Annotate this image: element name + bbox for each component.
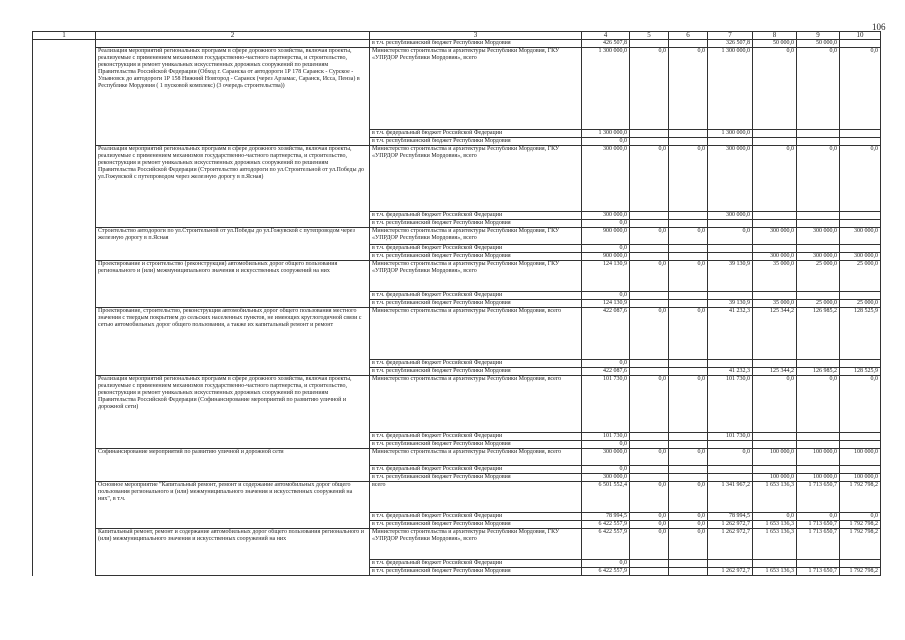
activity-cell: Софинансирование мероприятий по развитию уличной и дорожной сети: [96, 449, 370, 482]
amount-cell: 1 262 972,7: [708, 521, 753, 529]
amount-cell: 0,0: [753, 513, 797, 521]
amount-cell: 0,0: [669, 146, 708, 212]
amount-cell: 0,0: [630, 308, 669, 360]
executor-cell: всего: [370, 482, 582, 513]
amount-cell: [669, 360, 708, 368]
activity-cell: Основное мероприятие "Капитальный ремонт, ремонт и содержание автомобильных дорог общего пользования регионального и (или) межмуниципального значения и искусственных сооружений на них", в т.ч.: [96, 482, 370, 529]
amount-cell: 1 792 798,2: [840, 482, 881, 513]
amount-cell: 426 507,8: [582, 40, 630, 48]
amount-cell: 900 000,0: [582, 228, 630, 245]
amount-cell: 422 087,6: [582, 308, 630, 360]
amount-cell: [708, 220, 753, 228]
amount-cell: [840, 245, 881, 253]
executor-cell: в т.ч. республиканский бюджет Республики Мордовия: [370, 521, 582, 529]
amount-cell: [669, 300, 708, 308]
amount-cell: 101 730,0: [708, 376, 753, 433]
amount-cell: [630, 300, 669, 308]
amount-cell: 1 713 650,7: [797, 568, 840, 576]
amount-cell: 0,0: [669, 48, 708, 130]
amount-cell: 0,0: [753, 48, 797, 130]
amount-cell: [630, 40, 669, 48]
amount-cell: 1 653 136,3: [753, 529, 797, 560]
amount-cell: [753, 245, 797, 253]
amount-cell: 300 000,0: [708, 146, 753, 212]
amount-cell: 0,0: [708, 449, 753, 466]
amount-cell: 0,0: [582, 360, 630, 368]
executor-cell: Министерство строительства и архитектуры Республики Мордовия, ГКУ «УПРДОР Республики Мордовия», всего: [370, 261, 582, 292]
amount-cell: 1 300 000,0: [708, 130, 753, 138]
amount-cell: 25 000,0: [797, 261, 840, 292]
executor-cell: в т.ч. федеральный бюджет Российской Федерации: [370, 130, 582, 138]
amount-cell: 78 994,5: [582, 513, 630, 521]
executor-cell: в т.ч. федеральный бюджет Российской Федерации: [370, 560, 582, 568]
table-row: [33, 261, 881, 292]
amount-cell: 126 985,2: [797, 368, 840, 376]
amount-cell: [669, 220, 708, 228]
amount-cell: 300 000,0: [582, 146, 630, 212]
executor-cell: в т.ч. республиканский бюджет Республики Мордовия: [370, 40, 582, 48]
executor-cell: в т.ч. федеральный бюджет Российской Федерации: [370, 212, 582, 220]
amount-cell: [630, 360, 669, 368]
amount-cell: 1 713 650,7: [797, 521, 840, 529]
activity-cell: Реализация мероприятий региональных программ в сфере дорожного хозяйства, включая проекты, реализуемые с применением механизмов государственно-частного партнерства, и строительство, реконструкция и ремонт уникальных искусственных дорожных сооружений по решениям Правительства Российской Федерации (Обход г. Саранска от автодороги 1Р 178 Саранск - Сурское - Ульяновск до автодороги 1Р 158 Нижний Новгород - Саранск (через Арзамас, Саранск, Исса, Пенза) в Республике Мордовия ( 1 пусковой комплекс) (3 очередь строительства)): [96, 48, 370, 146]
amount-cell: [669, 138, 708, 146]
amount-cell: 0,0: [630, 146, 669, 212]
amount-cell: 300 000,0: [797, 253, 840, 261]
amount-cell: [840, 292, 881, 300]
amount-cell: 0,0: [840, 48, 881, 130]
amount-cell: 0,0: [630, 376, 669, 433]
table-row: [33, 48, 881, 130]
table-row: [33, 376, 881, 433]
amount-cell: [669, 560, 708, 568]
amount-cell: [840, 360, 881, 368]
amount-cell: 25 000,0: [840, 300, 881, 308]
amount-cell: 0,0: [630, 48, 669, 130]
amount-cell: 0,0: [582, 560, 630, 568]
amount-cell: 0,0: [840, 513, 881, 521]
executor-cell: Министерство строительства и архитектуры Республики Мордовия, всего: [370, 376, 582, 433]
amount-cell: [669, 292, 708, 300]
amount-cell: 1 653 136,3: [753, 482, 797, 513]
amount-cell: [708, 466, 753, 474]
amount-cell: 1 653 136,3: [753, 568, 797, 576]
header-row: [33, 32, 881, 40]
amount-cell: [669, 466, 708, 474]
amount-cell: 300 000,0: [753, 253, 797, 261]
amount-cell: [630, 433, 669, 441]
amount-cell: [753, 433, 797, 441]
amount-cell: 0,0: [669, 513, 708, 521]
amount-cell: 128 525,9: [840, 368, 881, 376]
executor-cell: в т.ч. федеральный бюджет Российской Федерации: [370, 466, 582, 474]
amount-cell: 50 000,0: [797, 40, 840, 48]
amount-cell: [708, 138, 753, 146]
amount-cell: 326 507,8: [708, 40, 753, 48]
amount-cell: [753, 360, 797, 368]
amount-cell: 78 994,5: [708, 513, 753, 521]
activity-cell: Проектирование, строительство, реконструкция автомобильных дорог общего пользования местного значения с твердым покрытием до сельских населенных пунктов, не имеющих круглогодичной связи с сетью автомобильных дорог общего пользования, а также их капитальный ремонт и ремонт: [96, 308, 370, 376]
header-cell: 1: [33, 32, 96, 40]
amount-cell: 1 300 000,0: [582, 130, 630, 138]
executor-cell: Министерство строительства и архитектуры Республики Мордовия, всего: [370, 308, 582, 360]
amount-cell: 0,0: [582, 292, 630, 300]
amount-cell: 100 000,0: [840, 474, 881, 482]
amount-cell: [840, 40, 881, 48]
amount-cell: 0,0: [669, 261, 708, 292]
header-cell: 10: [840, 32, 881, 40]
amount-cell: [797, 292, 840, 300]
amount-cell: [753, 212, 797, 220]
executor-cell: Министерство строительства и архитектуры Республики Мордовия, всего: [370, 449, 582, 466]
amount-cell: 128 525,9: [840, 308, 881, 360]
amount-cell: [753, 130, 797, 138]
amount-cell: 0,0: [582, 466, 630, 474]
executor-cell: в т.ч. республиканский бюджет Республики Мордовия: [370, 253, 582, 261]
amount-cell: [669, 474, 708, 482]
amount-cell: [797, 433, 840, 441]
amount-cell: 0,0: [797, 376, 840, 433]
amount-cell: 0,0: [797, 513, 840, 521]
executor-cell: в т.ч. федеральный бюджет Российской Федерации: [370, 513, 582, 521]
executor-cell: Министерство строительства и архитектуры Республики Мордовия, ГКУ «УПРДОР Республики Мордовия», всего: [370, 529, 582, 560]
amount-cell: 0,0: [669, 228, 708, 245]
amount-cell: 0,0: [753, 146, 797, 212]
amount-cell: 100 000,0: [753, 449, 797, 466]
activity-cell: Проектирование и строительство (реконструкция) автомобильных дорог общего пользования регионального и (или) межмуниципального значения и искусственных сооружений на них: [96, 261, 370, 308]
amount-cell: [797, 220, 840, 228]
amount-cell: 0,0: [630, 482, 669, 513]
executor-cell: в т.ч. республиканский бюджет Республики Мордовия: [370, 368, 582, 376]
amount-cell: 300 000,0: [840, 228, 881, 245]
executor-cell: в т.ч. республиканский бюджет Республики Мордовия: [370, 474, 582, 482]
activity-cell: [96, 40, 370, 48]
page-number: 106: [872, 22, 886, 32]
amount-cell: [708, 245, 753, 253]
amount-cell: 300 000,0: [797, 228, 840, 245]
amount-cell: 6 501 552,4: [582, 482, 630, 513]
amount-cell: 900 000,0: [582, 253, 630, 261]
amount-cell: 1 262 972,7: [708, 529, 753, 560]
header-cell: 8: [753, 32, 797, 40]
executor-cell: в т.ч. республиканский бюджет Республики Мордовия: [370, 441, 582, 449]
table-row: [33, 228, 881, 245]
amount-cell: [797, 130, 840, 138]
activity-cell: Строительство автодороги по ул.Строительной от ул.Победы до ул.Гожувской с путепроводом через железную дорогу в п.Ясная: [96, 228, 370, 261]
amount-cell: 300 000,0: [582, 212, 630, 220]
amount-cell: 50 000,0: [753, 40, 797, 48]
amount-cell: 100 000,0: [797, 474, 840, 482]
activity-cell: Реализация мероприятий региональных программ в сфере дорожного хозяйства, включая проекты, реализуемые с применением механизмов государственно-частного партнерства, и строительство, реконструкция и ремонт уникальных искусственных дорожных сооружений по решениям Правительства Российской Федерации (Строительство автодороги по ул.Строительной от ул.Победы до ул.Гожувской с путепроводом через железную дорогу в п.Ясная): [96, 146, 370, 228]
amount-cell: 39 130,9: [708, 261, 753, 292]
executor-cell: в т.ч. федеральный бюджет Российской Федерации: [370, 360, 582, 368]
amount-cell: [630, 474, 669, 482]
header-cell: 4: [582, 32, 630, 40]
amount-cell: [797, 138, 840, 146]
amount-cell: [669, 130, 708, 138]
amount-cell: [630, 220, 669, 228]
table-row: [33, 308, 881, 360]
amount-cell: 101 730,0: [582, 376, 630, 433]
amount-cell: 300 000,0: [708, 212, 753, 220]
amount-cell: [630, 253, 669, 261]
amount-cell: 0,0: [669, 449, 708, 466]
amount-cell: [753, 560, 797, 568]
amount-cell: [797, 360, 840, 368]
executor-cell: в т.ч. республиканский бюджет Республики Мордовия: [370, 220, 582, 228]
amount-cell: 125 344,2: [753, 308, 797, 360]
amount-cell: [797, 560, 840, 568]
amount-cell: 1 792 798,2: [840, 521, 881, 529]
amount-cell: [630, 441, 669, 449]
amount-cell: 1 792 798,2: [840, 529, 881, 560]
amount-cell: 41 232,3: [708, 308, 753, 360]
header-cell: 5: [630, 32, 669, 40]
amount-cell: [797, 466, 840, 474]
amount-cell: [840, 433, 881, 441]
amount-cell: [630, 212, 669, 220]
amount-cell: 0,0: [708, 228, 753, 245]
amount-cell: [630, 368, 669, 376]
amount-cell: 25 000,0: [797, 300, 840, 308]
table-row: [33, 449, 881, 466]
header-cell: 9: [797, 32, 840, 40]
amount-cell: [630, 138, 669, 146]
amount-cell: [669, 368, 708, 376]
amount-cell: [708, 560, 753, 568]
executor-cell: Министерство строительства и архитектуры Республики Мордовия, ГКУ «УПРДОР Республики Мордовия», всего: [370, 146, 582, 212]
amount-cell: [669, 245, 708, 253]
amount-cell: [753, 220, 797, 228]
amount-cell: 0,0: [669, 308, 708, 360]
executor-cell: Министерство строительства и архитектуры Республики Мордовия, ГКУ «УПРДОР Республики Мордовия», всего: [370, 228, 582, 245]
amount-cell: [630, 466, 669, 474]
executor-cell: в т.ч. республиканский бюджет Республики Мордовия: [370, 568, 582, 576]
amount-cell: [708, 441, 753, 449]
amount-cell: 0,0: [840, 146, 881, 212]
amount-cell: [797, 441, 840, 449]
amount-cell: 300 000,0: [582, 474, 630, 482]
executor-cell: в т.ч. федеральный бюджет Российской Федерации: [370, 245, 582, 253]
amount-cell: 0,0: [840, 376, 881, 433]
header-cell: 3: [370, 32, 582, 40]
amount-cell: [669, 568, 708, 576]
header-cell: 6: [669, 32, 708, 40]
amount-cell: [669, 40, 708, 48]
amount-cell: 0,0: [797, 146, 840, 212]
amount-cell: 1 300 000,0: [708, 48, 753, 130]
amount-cell: [840, 130, 881, 138]
executor-cell: в т.ч. республиканский бюджет Республики Мордовия: [370, 138, 582, 146]
amount-cell: [840, 220, 881, 228]
amount-cell: [630, 292, 669, 300]
executor-cell: в т.ч. федеральный бюджет Российской Федерации: [370, 433, 582, 441]
amount-cell: 100 000,0: [797, 449, 840, 466]
amount-cell: 125 344,2: [753, 368, 797, 376]
executor-cell: в т.ч. федеральный бюджет Российской Федерации: [370, 292, 582, 300]
amount-cell: 1 341 967,2: [708, 482, 753, 513]
amount-cell: 0,0: [582, 441, 630, 449]
table-row: [33, 529, 881, 560]
amount-cell: 101 730,0: [708, 433, 753, 441]
amount-cell: [630, 245, 669, 253]
amount-cell: 126 985,2: [797, 308, 840, 360]
amount-cell: 0,0: [630, 513, 669, 521]
activity-cell: Реализация мероприятий региональных программ в сфере дорожного хозяйства, включая проекты, реализуемые с применением механизмов государственно-частного партнерства, и строительство, реконструкция и ремонт уникальных искусственных дорожных сооружений по решениям Правительства Российской Федерации (Софинансирование мероприятий по развитию уличной и дорожной сети): [96, 376, 370, 449]
amount-cell: 0,0: [630, 261, 669, 292]
amount-cell: 0,0: [753, 376, 797, 433]
amount-cell: 124 130,9: [582, 300, 630, 308]
amount-cell: [708, 360, 753, 368]
row-index-cell: [33, 40, 96, 576]
amount-cell: 101 730,0: [582, 433, 630, 441]
amount-cell: [797, 212, 840, 220]
amount-cell: 35 000,0: [753, 261, 797, 292]
amount-cell: [753, 466, 797, 474]
amount-cell: [797, 245, 840, 253]
amount-cell: 0,0: [797, 48, 840, 130]
amount-cell: [840, 441, 881, 449]
amount-cell: [669, 212, 708, 220]
amount-cell: [840, 466, 881, 474]
budget-table: [32, 31, 881, 576]
table-row: [33, 146, 881, 212]
amount-cell: 300 000,0: [840, 253, 881, 261]
amount-cell: 0,0: [630, 529, 669, 560]
amount-cell: 25 000,0: [840, 261, 881, 292]
amount-cell: [630, 568, 669, 576]
amount-cell: [708, 474, 753, 482]
amount-cell: 6 422 557,9: [582, 529, 630, 560]
header-cell: 7: [708, 32, 753, 40]
amount-cell: [840, 212, 881, 220]
amount-cell: 1 792 798,2: [840, 568, 881, 576]
amount-cell: [840, 560, 881, 568]
amount-cell: 0,0: [630, 521, 669, 529]
amount-cell: 0,0: [582, 245, 630, 253]
amount-cell: 1 300 000,0: [582, 48, 630, 130]
amount-cell: 422 087,6: [582, 368, 630, 376]
amount-cell: [708, 292, 753, 300]
amount-cell: 300 000,0: [753, 228, 797, 245]
amount-cell: 1 262 972,7: [708, 568, 753, 576]
amount-cell: [753, 441, 797, 449]
table-row: [33, 40, 881, 48]
amount-cell: 0,0: [669, 529, 708, 560]
amount-cell: [708, 253, 753, 261]
amount-cell: 100 000,0: [840, 449, 881, 466]
table-row: [33, 482, 881, 513]
amount-cell: 124 130,9: [582, 261, 630, 292]
amount-cell: 0,0: [630, 449, 669, 466]
amount-cell: [840, 138, 881, 146]
amount-cell: 100 000,0: [753, 474, 797, 482]
amount-cell: 0,0: [669, 521, 708, 529]
amount-cell: [669, 253, 708, 261]
executor-cell: в т.ч. республиканский бюджет Республики Мордовия: [370, 300, 582, 308]
amount-cell: 35 000,0: [753, 300, 797, 308]
amount-cell: 39 130,9: [708, 300, 753, 308]
amount-cell: 1 713 650,7: [797, 482, 840, 513]
amount-cell: 300 000,0: [582, 449, 630, 466]
executor-cell: Министерство строительства и архитектуры Республики Мордовия, ГКУ «УПРДОР Республики Мордовия», всего: [370, 48, 582, 130]
amount-cell: 1 653 136,3: [753, 521, 797, 529]
amount-cell: [753, 138, 797, 146]
amount-cell: 41 232,3: [708, 368, 753, 376]
amount-cell: [669, 441, 708, 449]
amount-cell: 0,0: [582, 138, 630, 146]
amount-cell: [630, 560, 669, 568]
amount-cell: [630, 130, 669, 138]
amount-cell: 6 422 557,9: [582, 568, 630, 576]
amount-cell: [753, 292, 797, 300]
amount-cell: 1 713 650,7: [797, 529, 840, 560]
amount-cell: 0,0: [669, 376, 708, 433]
amount-cell: 0,0: [582, 220, 630, 228]
amount-cell: [669, 433, 708, 441]
amount-cell: 6 422 557,9: [582, 521, 630, 529]
activity-cell: Капитальный ремонт, ремонт и содержание автомобильных дорог общего пользования регионального и (или) межмуниципального значения и искусственных сооружений на них: [96, 529, 370, 576]
header-cell: 2: [96, 32, 370, 40]
amount-cell: 0,0: [630, 228, 669, 245]
amount-cell: 0,0: [669, 482, 708, 513]
